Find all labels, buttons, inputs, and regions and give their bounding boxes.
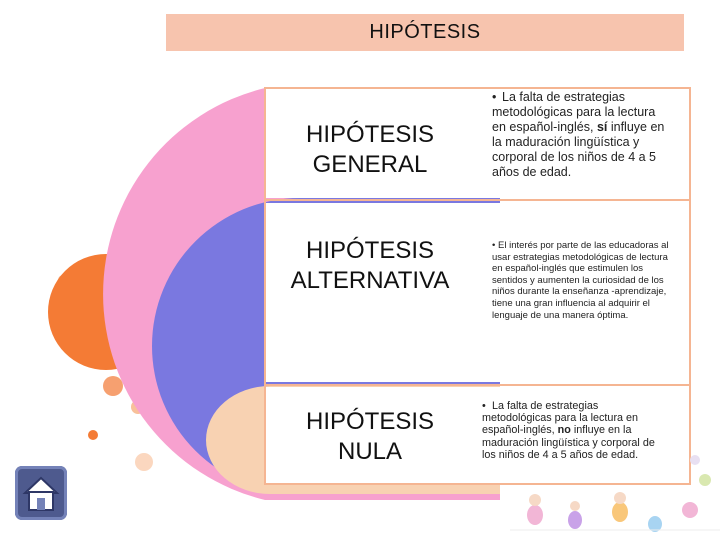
label-line: NULA	[337, 438, 403, 465]
home-icon	[15, 466, 67, 520]
bullet: •	[492, 90, 497, 104]
label-line: ALTERNATIVA	[290, 267, 450, 294]
description-text: La falta de estrategias metodológicas para la lectura en español-inglés,	[492, 90, 656, 134]
label-alternativa	[270, 236, 470, 296]
label-line: HIPÓTESIS	[305, 408, 435, 435]
description-text: influye en la maduración lingüística y corporal de los niños de 4 a 5 años de edad.	[482, 424, 655, 461]
home-button[interactable]	[15, 466, 67, 520]
description-text: influye en la maduración lingüística y corporal de los niños de 4 a 5 años de edad.	[492, 120, 665, 179]
description-text: La falta de estrategias metodológicas para la lectura en español-inglés,	[482, 400, 639, 437]
description-general	[492, 90, 672, 180]
label-line: HIPÓTESIS	[305, 121, 435, 148]
label-line: GENERAL	[312, 151, 428, 178]
label-line: HIPÓTESIS	[305, 237, 435, 264]
bullet: •	[482, 400, 486, 412]
description-emphasis: no	[557, 424, 571, 437]
label-nula	[270, 407, 470, 467]
description-text: El interés por parte de las educadoras al usar estrategias metodológicas de lectura en español-inglés que estimulen los sentidos y aumenten la curiosidad de los niños durante la enseñanza -aprendizaje, tiene una gran influencia al adquirir el lenguaje de una manera óptima.	[492, 240, 669, 321]
description-alternativa	[492, 240, 672, 321]
title-bar	[166, 14, 684, 51]
page-title: HIPÓTESIS	[369, 21, 481, 43]
decorative-figures	[505, 440, 720, 540]
bullet: •	[492, 240, 496, 251]
description-emphasis: sí	[596, 120, 608, 134]
label-general	[270, 120, 470, 180]
